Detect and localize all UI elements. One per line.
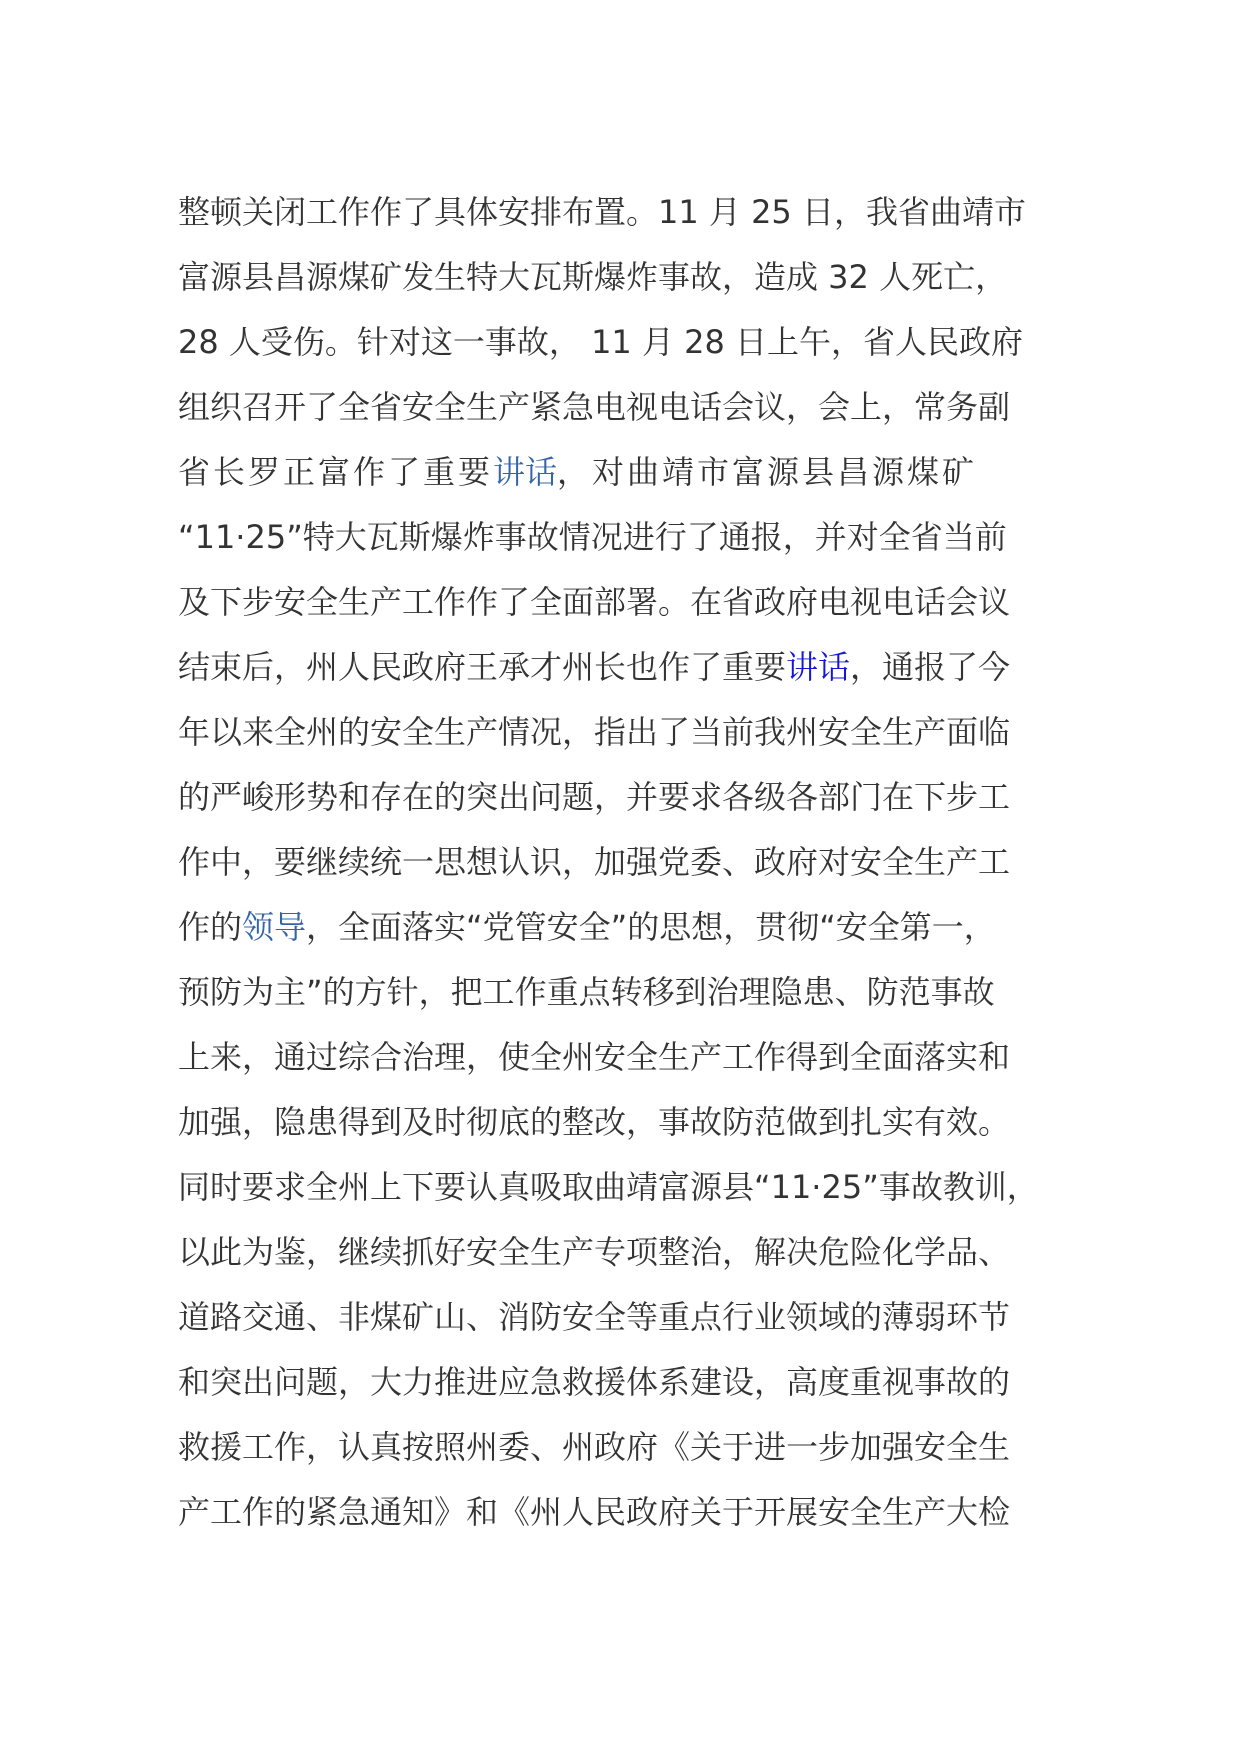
text-segment: ，通报了今 bbox=[850, 648, 1011, 686]
text-segment: ，对曲靖市富源县昌源煤矿 bbox=[557, 453, 978, 491]
text-line: 及下步安全生产工作作了全面部署。在省政府电视电话会议 bbox=[178, 583, 1011, 621]
text-line: 富源县昌源煤矿发生特大瓦斯爆炸事故，造成 32 人死亡， bbox=[178, 258, 1008, 296]
text-line: 救援工作，认真按照州委、州政府《关于进一步加强安全生 bbox=[178, 1428, 1011, 1466]
text-line: 预防为主”的方针，把工作重点转移到治理隐患、防范事故 bbox=[178, 973, 995, 1011]
text-segment: 作的 bbox=[178, 908, 243, 946]
text-segment: ，全面落实“党管安全”的思想，贯彻“安全第一， bbox=[306, 908, 996, 946]
text-segment: 结束后，州人民政府王承才州长也作了重要 bbox=[178, 648, 787, 686]
text-line: 28 人受伤。针对这一事故， 11 月 28 日上午，省人民政府 bbox=[178, 323, 1024, 361]
text-segment: 省长罗正富作了重要 bbox=[178, 453, 494, 491]
speech-link[interactable]: 讲话 bbox=[786, 648, 851, 686]
text-line: 整顿关闭工作作了具体安排布置。11 月 25 日，我省曲靖市 bbox=[178, 193, 1026, 231]
text-line: 上来，通过综合治理，使全州安全生产工作得到全面落实和 bbox=[178, 1038, 1011, 1076]
leadership-link[interactable]: 领导 bbox=[242, 908, 307, 946]
text-line: “11·25”特大瓦斯爆炸事故情况进行了通报，并对全省当前 bbox=[178, 518, 1007, 556]
text-line: 道路交通、非煤矿山、消防安全等重点行业领域的薄弱环节 bbox=[178, 1298, 1011, 1336]
text-line bbox=[178, 895, 1078, 960]
text-line: 年以来全州的安全生产情况，指出了当前我州安全生产面临 bbox=[178, 713, 1011, 751]
speech-link[interactable]: 讲话 bbox=[493, 453, 558, 491]
text-line: 组织召开了全省安全生产紧急电视电话会议，会上，常务副 bbox=[178, 388, 1011, 426]
text-line bbox=[178, 635, 1078, 700]
text-line: 作中，要继续统一思想认识，加强党委、政府对安全生产工 bbox=[178, 843, 1011, 881]
text-line: 同时要求全州上下要认真吸取曲靖富源县“11·25”事故教训， bbox=[178, 1168, 1039, 1206]
text-line: 和突出问题，大力推进应急救援体系建设，高度重视事故的 bbox=[178, 1363, 1011, 1401]
text-line: 产工作的紧急通知》和《州人民政府关于开展安全生产大检 bbox=[178, 1493, 1011, 1531]
text-line: 以此为鉴，继续抓好安全生产专项整治，解决危险化学品、 bbox=[178, 1233, 1011, 1271]
text-line: 的严峻形势和存在的突出问题，并要求各级各部门在下步工 bbox=[178, 778, 1011, 816]
body-text bbox=[178, 180, 1078, 1545]
text-line: 加强，隐患得到及时彻底的整改，事故防范做到扎实有效。 bbox=[178, 1103, 1011, 1141]
text-line bbox=[178, 440, 1078, 505]
